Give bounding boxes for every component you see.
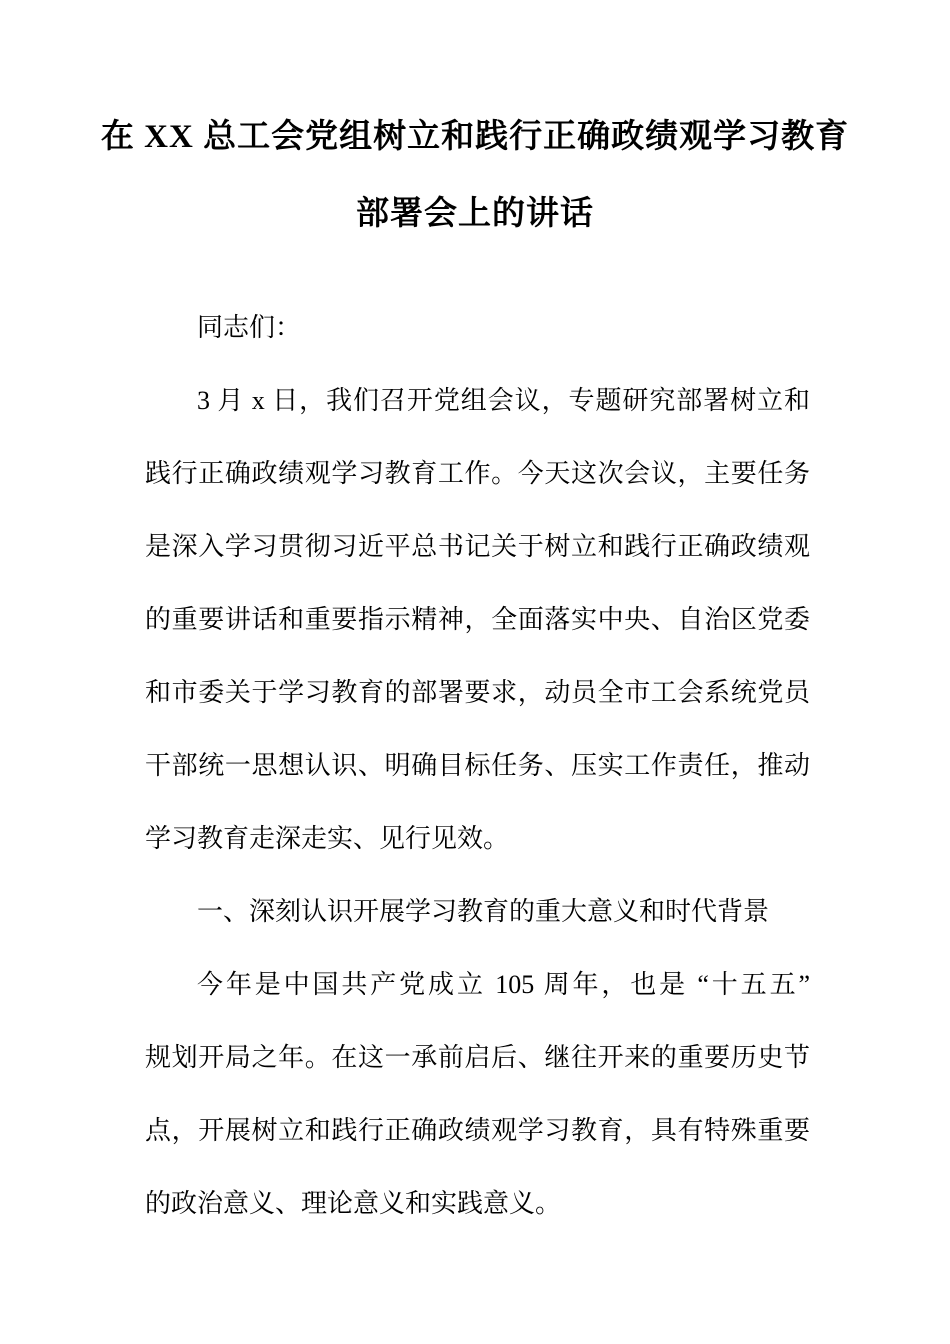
text-line: 和市委关于学习教育的部署要求，动员全市工会系统党员 [145, 678, 810, 707]
text-line: 干部统一思想认识、明确目标任务、压实工作责任，推动 [145, 751, 810, 780]
text-line: 践行正确政绩观学习教育工作。今天这次会议，主要任务 [145, 459, 810, 488]
text-line: 的政治意义、理论意义和实践意义。 [145, 1189, 562, 1218]
paragraph [145, 948, 810, 1240]
text-line: 规划开局之年。在这一承前启后、继往开来的重要历史节 [145, 1043, 810, 1072]
text-line: 一、深刻认识开展学习教育的重大意义和时代背景 [197, 897, 770, 926]
document-title [0, 0, 950, 253]
text-line: 3 月 x 日，我们召开党组会议，专题研究部署树立和 [197, 386, 810, 415]
text-line: 是深入学习贯彻习近平总书记关于树立和践行正确政绩观 [145, 532, 810, 561]
text-line: 点，开展树立和践行正确政绩观学习教育，具有特殊重要 [145, 1116, 810, 1145]
paragraph [145, 291, 810, 364]
text-line: 同志们： [197, 313, 302, 342]
document-body [145, 291, 810, 1240]
section-heading [145, 875, 810, 948]
text-line: 学习教育走深走实、见行见效。 [145, 824, 510, 853]
document-title-line-2: 部署会上的讲话 [356, 196, 594, 232]
paragraph [145, 364, 810, 875]
text-line: 的重要讲话和重要指示精神，全面落实中央、自治区党委 [145, 605, 810, 634]
text-line: 今年是中国共产党成立 105 周年，也是 “十五五” [197, 970, 810, 999]
document-title-line-1: 在 XX 总工会党组树立和践行正确政绩观学习教育 [100, 119, 850, 155]
